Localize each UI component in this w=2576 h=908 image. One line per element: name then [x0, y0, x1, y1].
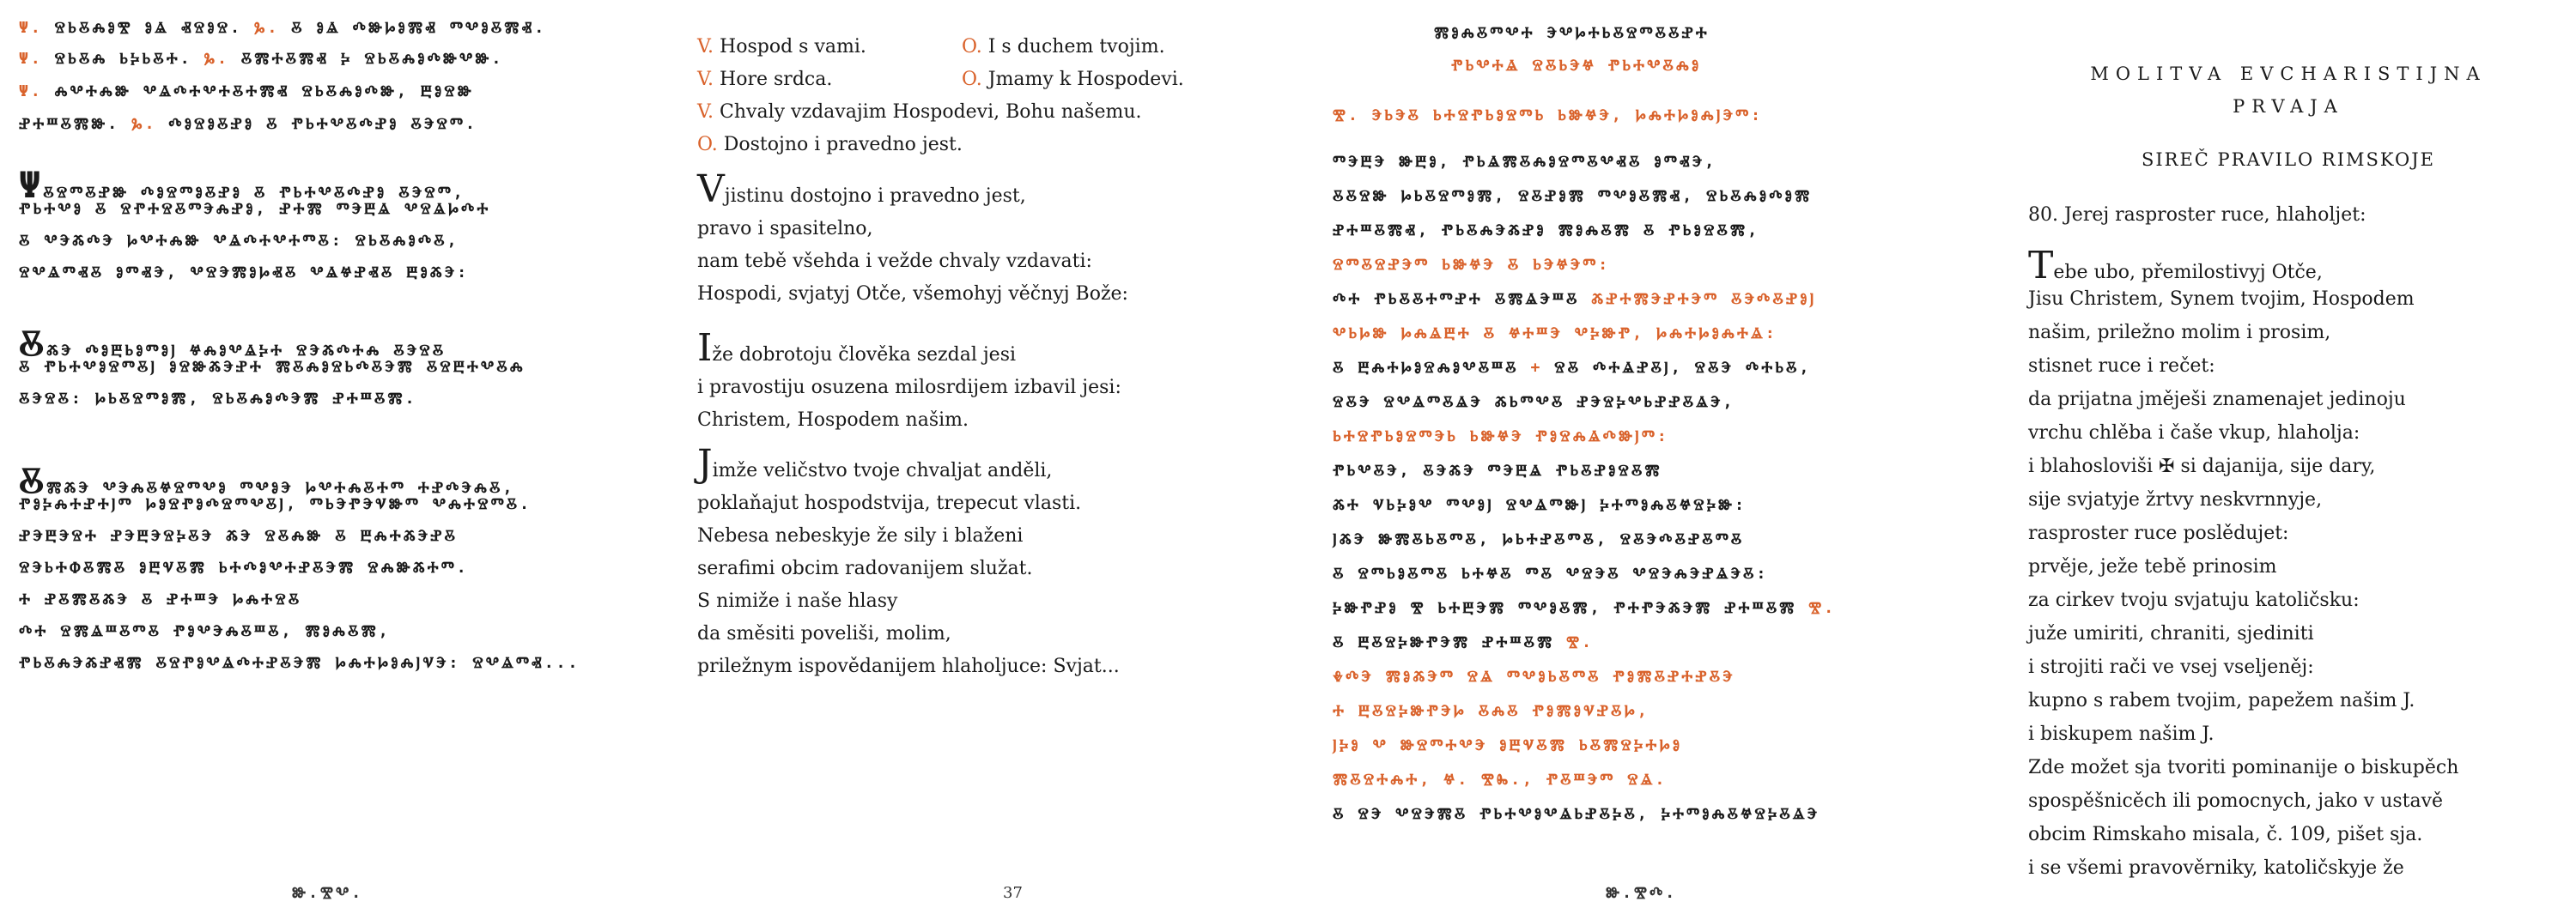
prayer-segment: ⰒⰓⰂⰋⰅ, ⰋⰅⰆⰅ ⰕⰅⰁⰡ ⰒⰓⰋⰐⰑⰔⰋⰏ: [1333, 462, 1662, 480]
preface-line: i pravostiju osuzena milosrdijem izbavil jesi:: [697, 377, 1121, 398]
versicle-line: [19, 19, 546, 37]
preface-line: [19, 263, 469, 281]
preface-line: [19, 590, 301, 608]
response-mark: Ⰳ.: [253, 19, 280, 37]
versicle-text: ⰐⰀⰞⰋⰏⰖ.: [19, 115, 120, 133]
preface-line: [697, 167, 1026, 213]
preface-text: ⰒⰓⰋⰎⰅⰆⰐⰟⰏ ⰋⰔⰒⰑⰂⰡⰄⰀⰐⰋⰅⰏ ⰘⰎⰀⰘⰑⰎⰬⰜⰅ: ⰔⰂⰡⰕⰟ...: [19, 654, 580, 672]
preface-line: [697, 442, 1053, 487]
glagolitic-subtitle: ⰒⰓⰂⰀⰡ ⰔⰋⰓⰅⰝ ⰒⰓⰀⰂⰋⰎⰑ: [1451, 57, 1702, 75]
prayer-line: Zde možet sja tvoriti pominanije o biskupěch: [2028, 757, 2459, 778]
prayer-line: [1333, 462, 1662, 480]
prayer-segment: ⰬⰆⰅ ⰖⰏⰋⰓⰋⰕⰋ, ⰘⰓⰀⰐⰋⰕⰋ, ⰔⰋⰅⰄⰋⰐⰋⰕⰋ: [1333, 530, 1745, 548]
preface-text: ⰒⰓⰀⰂⰑ Ⰻ ⰔⰒⰀⰔⰋⰕⰅⰎⰐⰑ, ⰐⰀⰏ ⰕⰅⰁⰡ ⰂⰔⰡⰘⰄⰀ: [19, 200, 491, 218]
prayer-segment: ⰂⰓⰘⰖ ⰘⰎⰡⰁⰀ Ⰻ ⰝⰀⰞⰅ ⰂⰍⰖⰒ, ⰘⰎⰀⰘⰑⰎⰀⰡ:: [1333, 324, 1777, 342]
versicle-mark: V.: [697, 69, 714, 90]
preface-text: že dobrotoju člověka sezdal jesi: [712, 344, 1017, 366]
prayer-title: MOLITVA EVCHARISTIJNA: [2090, 64, 2487, 84]
versicle-text: ⰔⰓⰋⰎⰑⰊ ⰑⰡ ⰟⰔⰑⰔ.: [54, 19, 243, 37]
prayer-segment: ⰔⰋⰅ ⰔⰂⰡⰕⰋⰡⰅ ⰆⰓⰕⰂⰋ ⰐⰅⰔⰍⰂⰓⰐⰐⰋⰡⰅ,: [1333, 393, 1735, 411]
drop-cap: T: [2028, 244, 2054, 288]
versicle-line: [19, 115, 477, 133]
preface-text: ⰔⰅⰓⰀⰗⰋⰏⰋ ⰑⰁⰜⰋⰏ ⰓⰀⰄⰑⰂⰀⰐⰋⰅⰏ ⰔⰎⰖⰆⰀⰕ.: [19, 559, 469, 577]
folio-right: Ⱆ.ⰊⰄ.: [1606, 884, 1678, 902]
preface-text: Ⰰ ⰐⰋⰏⰋⰆⰅ Ⰻ ⰐⰀⰞⰅ ⰘⰎⰀⰔⰋ: [19, 590, 302, 608]
glagolitic-right-page: [1331, 0, 1984, 908]
prayer-line: juže umiriti, chraniti, sjediniti: [2028, 623, 2314, 645]
prayer-line: [1333, 256, 1610, 274]
prayer-line: [1333, 530, 1744, 548]
drop-cap: Ψ: [19, 164, 44, 206]
preface-line: Hospodi, svjatyj Otče, všemohyj věčnyj Bože:: [697, 283, 1128, 305]
prayer-first-line: [2028, 244, 2323, 288]
prayer-segment: ⰇⰄⰅ ⰏⰑⰆⰅⰕ ⰔⰡ ⰕⰂⰑⰓⰋⰕⰋ ⰒⰑⰏⰋⰐⰀⰐⰋⰅ: [1333, 668, 1735, 686]
versicle-text: Hore srdca.: [720, 69, 833, 90]
response-text: Ⰻ ⰑⰡ ⰄⰖⰘⰑⰏⰟ ⰕⰂⰑⰋⰏⰟ.: [291, 19, 547, 37]
glagolitic-rubric: Ⰺ. ⰅⰓⰅⰋ ⰓⰀⰔⰒⰓⰑⰔⰕⰓ ⰓⰖⰝⰅ, ⰘⰎⰀⰘⰑⰎⰬⰅⰕ:: [1333, 106, 1763, 124]
prayer-segment: Ⰺ.: [1566, 633, 1594, 651]
prayer-line: spospěšnicěch ili pomocnych, jako v ustavě: [2028, 790, 2444, 812]
prayer-segment: Ⰻ ⰔⰕⰓⰑⰋⰕⰋ ⰓⰀⰝⰋ ⰕⰋ ⰂⰔⰅⰋ ⰂⰔⰅⰎⰅⰐⰡⰅⰋ:: [1333, 565, 1769, 583]
prayer-line: Jisu Christem, Synem tvojim, Hospodem: [2028, 288, 2415, 310]
versicle-line: [697, 101, 1142, 123]
preface-line: [19, 200, 490, 218]
preface-line: Christem, Hospodem našim.: [697, 409, 969, 431]
drop-cap: Ⰻ: [19, 459, 47, 501]
preface-text: ⰏⰆⰅ ⰂⰅⰎⰋⰝⰔⰕⰂⰑ ⰕⰂⰑⰅ ⰘⰂⰀⰎⰋⰀⰕ ⰀⰐⰄⰅⰎⰋ,: [46, 479, 515, 497]
preface-line: [19, 459, 515, 501]
versicle-line: [19, 50, 503, 68]
prayer-line: [1333, 496, 1747, 514]
prayer-line: [1333, 393, 1735, 411]
preface-line: [19, 559, 469, 577]
response-mark: O.: [962, 36, 982, 58]
latin-left-page: [687, 0, 1279, 908]
preface-line: [19, 164, 465, 206]
prayer-line: i biskupem našim J.: [2028, 723, 2215, 745]
prayer-segment: Ⰰ ⰁⰋⰔⰍⰖⰒⰅⰘ ⰋⰎⰋ ⰒⰑⰏⰑⰜⰐⰋⰘ,: [1333, 702, 1649, 720]
preface-text: imže veličstvo tvoje chvaljat anděli,: [712, 460, 1053, 481]
prayer-segment: ⰕⰅⰁⰅ ⰖⰁⰑ, ⰒⰓⰡⰏⰋⰎⰑⰔⰕⰋⰂⰟⰋ ⰑⰕⰟⰅ,: [1333, 153, 1717, 171]
preface-line: S nimiže i naše hlasy: [697, 590, 898, 612]
folio-left: Ⱆ.ⰊⰂ.: [292, 884, 364, 902]
preface-line: [19, 622, 391, 640]
prayer-line: [1333, 324, 1777, 342]
prayer-line: i strojiti rači ve vsej vseljeněj:: [2028, 657, 2314, 678]
prayer-segment: +: [1530, 359, 1543, 377]
prayer-line: vrchu chlěba i čaše vkup, hlaholja:: [2028, 422, 2360, 444]
preface-line: [19, 654, 580, 672]
prayer-line: našim, priležno molim i prosim,: [2028, 322, 2331, 343]
versicle-mark: Ψ.: [19, 82, 43, 100]
response-line: [962, 36, 1165, 58]
prayer-segment: ⰏⰋⰔⰀⰎⰀ, Ⱍ. ⰊⰈ., ⰒⰋⰞⰅⰕ ⰔⰡ.: [1333, 771, 1668, 789]
prayer-segment: ⰆⰀ ⰜⰓⰍⰑⰂ ⰕⰂⰑⰬ ⰔⰂⰡⰕⰖⰬ ⰍⰀⰕⰑⰎⰋⰝⰔⰍⰖ:: [1333, 496, 1747, 514]
response-text: I s duchem tvojim.: [987, 36, 1165, 58]
preface-text: ⰆⰅ ⰄⰑⰁⰓⰑⰕⰑⰬ ⰝⰎⰑⰂⰡⰍⰀ ⰔⰅⰆⰄⰀⰎ ⰋⰅⰔⰋ: [46, 342, 447, 360]
prayer-line: [1333, 668, 1735, 686]
response-mark: O.: [962, 69, 982, 90]
prayer-line: [1333, 187, 1812, 205]
versicle-mark: O.: [697, 134, 718, 155]
preface-line: [697, 326, 1017, 372]
prayer-line: da prijatna jměješi znamenajet jedinoju: [2028, 389, 2406, 410]
prayer-line: [1333, 427, 1669, 445]
prayer-line: rasproster ruce poslědujet:: [2028, 523, 2289, 544]
preface-line: [19, 495, 532, 513]
preface-text: ⰔⰂⰡⰕⰟⰋ ⰑⰕⰟⰅ, ⰂⰔⰅⰏⰑⰘⰟⰋ ⰂⰡⰝⰐⰟⰋ ⰁⰑⰆⰅ:: [19, 263, 470, 281]
prayer-line: za cirkev tvoju svjatuju katoličsku:: [2028, 590, 2360, 611]
versicle-text: Chvaly vzdavajim Hospodevi, Bohu našemu.: [720, 101, 1142, 123]
prayer-line: [1333, 633, 1594, 651]
prayer-segment: ⰍⰖⰒⰐⰑ Ⰺ ⰓⰀⰁⰅⰏ ⰕⰂⰑⰋⰏ, ⰒⰀⰒⰅⰆⰅⰏ ⰐⰀⰞⰋⰏ: [1333, 599, 1809, 617]
prayer-line: [1333, 805, 1820, 823]
preface-text: Ⰻ ⰒⰓⰀⰂⰑⰔⰕⰋⰬ ⰑⰔⰖⰆⰅⰐⰀ ⰏⰋⰎⰑⰔⰓⰄⰋⰅⰏ ⰋⰔⰁⰀⰂⰋⰎ: [19, 358, 526, 376]
prayer-line: [1333, 702, 1649, 720]
prayer-line: [1333, 290, 1816, 308]
prayer-segment: ⰔⰋ ⰄⰀⰡⰐⰋⰬ, ⰔⰋⰅ ⰄⰀⰓⰋ,: [1542, 359, 1812, 377]
preface-line: pravo i spasitelno,: [697, 218, 873, 239]
prayer-segment: ⰆⰐⰀⰏⰅⰐⰀⰅⰕ ⰋⰅⰄⰋⰐⰑⰬ: [1591, 290, 1817, 308]
preface-line: [19, 527, 458, 545]
versicle-mark: V.: [697, 36, 714, 58]
prayer-line: stisnet ruce i rečet:: [2028, 355, 2215, 377]
glagolitic-title: ⰏⰑⰎⰋⰕⰂⰀ ⰅⰂⰘⰀⰓⰋⰔⰕⰋⰋⰐⰀ: [1434, 24, 1710, 42]
preface-line: [19, 322, 447, 364]
prayer-subtitle: SIREČ PRAVILO RIMSKOJE: [2141, 149, 2435, 170]
prayer-line: i blahosloviši ✠ si dajanija, sije dary,: [2028, 456, 2376, 477]
versicle-line: [19, 82, 474, 100]
preface-line: nam tebě všehda i vežde chvaly vzdavati:: [697, 251, 1092, 272]
latin-right-page: [2001, 0, 2576, 908]
drop-cap: Ⰻ: [19, 322, 47, 364]
prayer-text: ebe ubo, přemilostivyj Otče,: [2053, 262, 2323, 283]
prayer-line: obcim Rimskaho misala, č. 109, pišet sja.: [2028, 824, 2423, 845]
prayer-segment: ⰓⰀⰔⰒⰓⰑⰔⰕⰅⰓ ⰓⰖⰝⰅ ⰒⰑⰔⰎⰡⰄⰖⰬⰕ:: [1333, 427, 1669, 445]
prayer-segment: ⰄⰀ ⰒⰓⰋⰋⰀⰕⰐⰀ ⰋⰏⰡⰅⰞⰋ: [1333, 290, 1592, 308]
preface-text: ⰋⰔⰕⰋⰐⰖ ⰄⰑⰔⰕⰑⰋⰐⰑ Ⰻ ⰒⰓⰀⰂⰋⰄⰐⰑ ⰋⰅⰔⰕ,: [43, 184, 465, 202]
prayer-line: [1333, 599, 1836, 617]
prayer-line: [1333, 359, 1811, 377]
preface-line: [19, 358, 526, 376]
versicle-text: Hospod s vami.: [720, 36, 866, 58]
glagolitic-left-page: [0, 0, 653, 908]
prayer-line: [1333, 153, 1716, 171]
preface-line: Nebesa nebeskyje že sily i blaženi: [697, 525, 1024, 547]
preface-line: da směsiti poveliši, molim,: [697, 623, 951, 645]
prayer-segment: Ⰻ ⰔⰅ ⰂⰔⰅⰏⰋ ⰒⰓⰀⰂⰑⰂⰡⰓⰐⰋⰍⰋ, ⰍⰀⰕⰑⰎⰋⰝⰔⰍⰋⰡⰅ: [1333, 805, 1820, 823]
versicle-mark: V.: [697, 101, 714, 123]
versicle-mark: Ψ.: [19, 50, 43, 68]
preface-text: ⰄⰀ ⰔⰏⰡⰞⰋⰕⰋ ⰒⰑⰂⰅⰎⰋⰞⰋ, ⰏⰑⰎⰋⰏ,: [19, 622, 391, 640]
drop-cap: I: [697, 326, 713, 370]
versicle-mark: Ψ.: [19, 19, 43, 37]
prayer-line: i se všemi pravověrniky, katoličskyje že: [2028, 857, 2404, 879]
versicle-line: [697, 36, 866, 58]
prayer-line: [1333, 221, 1759, 239]
response-text: ⰄⰑⰔⰑⰋⰐⰑ Ⰻ ⰒⰓⰀⰂⰋⰄⰐⰑ ⰋⰅⰔⰕ.: [168, 115, 477, 133]
versicle-text: ⰎⰂⰀⰎⰖ ⰂⰡⰄⰀⰂⰀⰋⰀⰏⰟ ⰔⰓⰋⰎⰑⰄⰖ, ⰁⰑⰔⰖ: [54, 82, 474, 100]
prayer-title-second: PRVAJA: [2233, 96, 2344, 117]
prayer-segment: ⰐⰀⰞⰋⰏⰟ, ⰒⰓⰋⰎⰅⰆⰐⰑ ⰏⰑⰎⰋⰏ Ⰻ ⰒⰓⰑⰔⰋⰏ,: [1333, 221, 1760, 239]
versicle-line: [697, 69, 832, 90]
versicle-text: ⰔⰓⰋⰎ ⰓⰍⰓⰋⰀ.: [54, 50, 192, 68]
response-mark: Ⰳ.: [131, 115, 157, 133]
prayer-line: kupno s rabem tvojim, papežem našim J.: [2028, 690, 2415, 711]
versicle-line: [697, 134, 963, 155]
versicle-text: Dostojno i pravedno jest.: [723, 134, 963, 155]
drop-cap: V: [697, 167, 725, 211]
preface-text: ⰐⰅⰁⰅⰔⰀ ⰐⰅⰁⰅⰔⰍⰋⰅ ⰆⰅ ⰔⰋⰎⰖ Ⰻ ⰁⰎⰀⰆⰅⰐⰋ: [19, 527, 458, 545]
prayer-line: [1333, 736, 1682, 754]
preface-text: Ⰻ ⰂⰅⰆⰄⰅ ⰘⰂⰀⰎⰖ ⰂⰡⰄⰀⰂⰀⰕⰋ: ⰔⰓⰋⰎⰑⰄⰋ,: [19, 232, 459, 250]
prayer-line: sije svjatyje žrtvy neskvrnnyje,: [2028, 489, 2323, 511]
response-text: Jmamy k Hospodevi.: [987, 69, 1184, 90]
prayer-segment: ⰋⰋⰔⰖ ⰘⰓⰋⰔⰕⰑⰏ, ⰔⰋⰐⰑⰏ ⰕⰂⰑⰋⰏⰟ, ⰔⰓⰋⰎⰑⰄⰑⰏ: [1333, 187, 1813, 205]
prayer-segment: Ⰻ ⰁⰋⰔⰍⰖⰒⰅⰏ ⰐⰀⰞⰋⰏ: [1333, 633, 1567, 651]
preface-line: [19, 232, 459, 250]
rubric-line: 80. Jerej rasproster ruce, hlaholjet:: [2028, 204, 2366, 226]
page-number: 37: [1003, 884, 1023, 902]
drop-cap: J: [697, 442, 713, 486]
response-mark: Ⰳ.: [204, 50, 229, 68]
preface-line: poklaňajut hospodstvija, trepecut vlasti.: [697, 493, 1082, 514]
preface-text: ⰋⰅⰔⰋ: ⰘⰓⰋⰔⰕⰑⰏ, ⰔⰓⰋⰎⰑⰄⰅⰏ ⰐⰀⰞⰋⰏ.: [19, 390, 417, 408]
prayer-segment: Ⰻ ⰁⰎⰀⰘⰑⰔⰎⰑⰂⰋⰞⰋ: [1333, 359, 1531, 377]
preface-line: priležnym ispovědanijem hlaholjuce: Svjat...: [697, 656, 1120, 677]
preface-text: jistinu dostojno i pravedno jest,: [724, 185, 1026, 207]
prayer-segment: ⰔⰕⰋⰔⰐⰅⰕ ⰓⰖⰝⰅ Ⰻ ⰓⰅⰝⰅⰕ:: [1333, 256, 1611, 274]
response-text: ⰋⰏⰀⰋⰏⰟ Ⰽ ⰔⰓⰋⰎⰑⰄⰖⰂⰖ.: [240, 50, 504, 68]
response-line: [962, 69, 1184, 90]
preface-text: ⰒⰑⰍⰎⰀⰐⰀⰬⰕ ⰘⰑⰔⰒⰑⰄⰔⰕⰂⰋⰬ, ⰕⰓⰅⰒⰅⰜⰖⰕ ⰂⰎⰀⰔⰕⰋ.: [19, 495, 532, 513]
prayer-line: [1333, 565, 1768, 583]
prayer-line: prvěje, ježe tebě prinosim: [2028, 556, 2277, 578]
prayer-segment: Ⰺ.: [1808, 599, 1837, 617]
preface-line: [19, 390, 416, 408]
prayer-line: [1333, 771, 1667, 789]
preface-line: serafimi obcim radovanijem služat.: [697, 558, 1033, 579]
prayer-segment: ⰬⰍⰑ Ⰲ ⰖⰔⰕⰀⰂⰅ ⰑⰁⰜⰋⰏ ⰓⰋⰏⰔⰍⰀⰘⰑ: [1333, 736, 1683, 754]
